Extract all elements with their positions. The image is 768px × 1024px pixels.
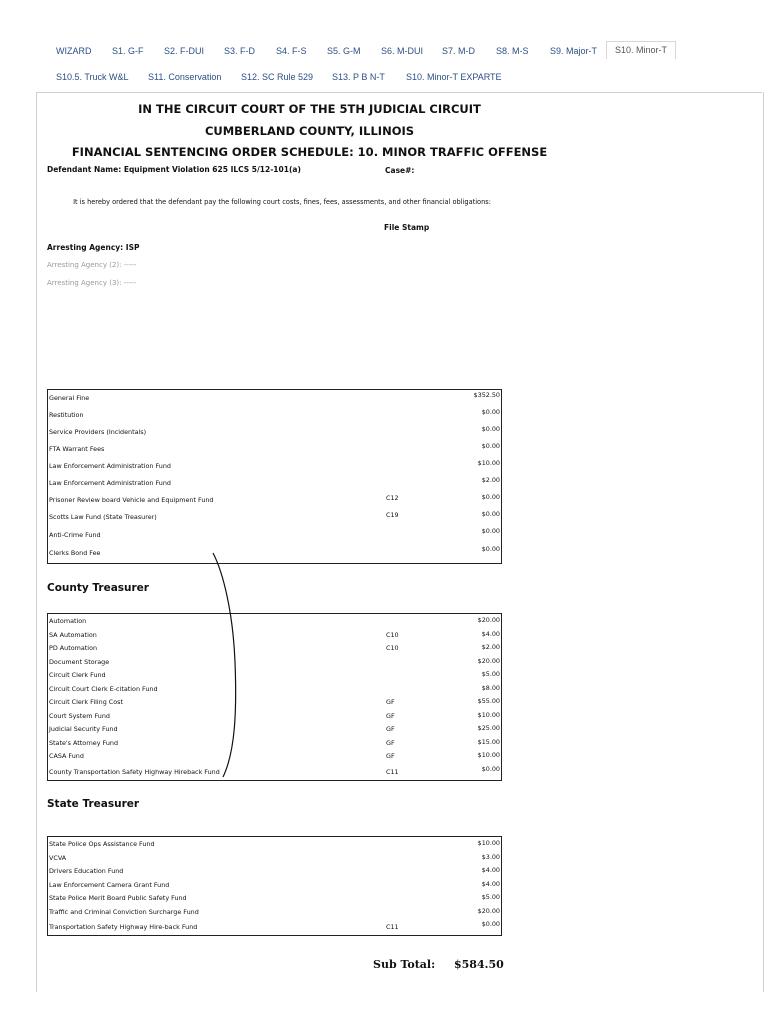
fee-amount: $0.00 xyxy=(481,425,500,433)
fee-amount: $20.00 xyxy=(477,616,500,624)
tab-s1[interactable]: S1. G-F xyxy=(112,46,144,56)
fee-name: PD Automation xyxy=(49,644,98,652)
fee-amount: $0.00 xyxy=(481,764,500,773)
fee-name: CASA Fund xyxy=(49,752,84,760)
fee-amount: $10.00 xyxy=(477,839,500,847)
defendant-name: Defendant Name: Equipment Violation 625 ILCS 5/12-101(a) xyxy=(47,165,301,174)
tab-s4[interactable]: S4. F-S xyxy=(276,46,307,56)
fee-name: Drivers Education Fund xyxy=(49,867,124,875)
fee-name: General Fine xyxy=(49,394,90,402)
fee-amount: $0.00 xyxy=(481,527,500,535)
fee-name: State Police Merit Board Public Safety Fund xyxy=(49,894,187,902)
tab-s8[interactable]: S8. M-S xyxy=(496,46,529,56)
fee-name: Anti-Crime Fund xyxy=(49,531,101,539)
fee-name: SA Automation xyxy=(49,630,97,639)
fee-name: Judicial Security Fund xyxy=(49,725,118,733)
fee-amount: $0.00 xyxy=(481,920,500,928)
fee-amount: $0.00 xyxy=(481,493,500,501)
fee-amount: $5.00 xyxy=(481,893,500,901)
fee-code: C12 xyxy=(386,494,399,502)
fee-amount: $20.00 xyxy=(477,656,500,665)
tab-s2[interactable]: S2. F-DUI xyxy=(164,46,205,56)
fee-amount: $8.00 xyxy=(481,683,500,692)
fee-name: County Transportation Safety Highway Hireback Fund xyxy=(49,767,220,776)
arresting-agency: Arresting Agency: ISP xyxy=(47,243,140,252)
order-statement: It is hereby ordered that the defendant pay the following court costs, fines, fees, assessments, and other financial obligations: xyxy=(73,198,491,206)
subtotal-label: Sub Total: xyxy=(373,958,436,971)
tab-s10-exparte[interactable]: S10. Minor-T EXPARTE xyxy=(406,72,502,82)
fee-amount: $4.00 xyxy=(481,629,500,638)
tab-wizard[interactable]: WIZARD xyxy=(56,46,92,56)
fee-name: Circuit Court Clerk E-citation Fund xyxy=(49,684,158,693)
fee-amount: $0.00 xyxy=(481,442,500,450)
case-number-label: Case#: xyxy=(385,166,415,175)
tab-s6[interactable]: S6. M-DUI xyxy=(381,46,424,56)
schedule-title: FINANCIAL SENTENCING ORDER SCHEDULE: 10. MINOR TRAFFIC OFFENSE xyxy=(71,145,548,159)
fee-amount: $0.00 xyxy=(481,408,500,416)
court-title: IN THE CIRCUIT COURT OF THE 5TH JUDICIAL CIRCUIT xyxy=(138,102,481,116)
fee-amount: $0.00 xyxy=(481,545,500,553)
county-treasurer-heading: County Treasurer xyxy=(47,582,149,594)
fee-amount: $10.00 xyxy=(477,710,500,719)
fee-amount: $2.00 xyxy=(481,476,500,484)
fee-code: GF xyxy=(386,698,395,706)
tab-s11[interactable]: S11. Conservation xyxy=(148,72,222,82)
fee-name: Scotts Law Fund (State Treasurer) xyxy=(49,513,157,521)
fee-amount: $3.00 xyxy=(481,852,500,861)
fee-name: Law Enforcement Administration Fund xyxy=(49,479,171,487)
tab-s13[interactable]: S13. P B N-T xyxy=(332,72,385,82)
arresting-agency-3: Arresting Agency (3): ----- xyxy=(47,279,137,287)
fee-amount: $4.00 xyxy=(481,866,500,874)
fee-name: VCVA xyxy=(49,853,67,862)
fee-name: Document Storage xyxy=(49,657,110,666)
fee-name: State Police Ops Assistance Fund xyxy=(49,840,155,848)
fee-name: Restitution xyxy=(49,411,84,419)
fee-code: GF xyxy=(386,725,395,733)
fee-amount: $4.00 xyxy=(481,879,500,888)
fee-name: Circuit Clerk Fund xyxy=(49,671,106,679)
fee-name: FTA Warrant Fees xyxy=(49,445,105,453)
fee-code: C10 xyxy=(386,630,399,639)
fee-name: Automation xyxy=(49,617,87,625)
order-document xyxy=(36,92,764,992)
tab-s10-5[interactable]: S10.5. Truck W&L xyxy=(56,72,129,82)
fee-amount: $10.00 xyxy=(477,459,500,467)
fee-name: Law Enforcement Camera Grant Fund xyxy=(49,880,170,889)
fee-amount: $5.00 xyxy=(481,670,500,678)
fee-amount: $55.00 xyxy=(477,697,500,705)
tab-s5[interactable]: S5. G-M xyxy=(327,46,361,56)
fee-name: State's Attorney Fund xyxy=(49,738,119,747)
tab-s7[interactable]: S7. M-D xyxy=(442,46,476,56)
fee-amount: $352.50 xyxy=(473,391,500,399)
tab-s3[interactable]: S3. F-D xyxy=(224,46,256,56)
fee-amount: $2.00 xyxy=(481,643,500,651)
fee-code: GF xyxy=(386,752,395,760)
fee-name: Court System Fund xyxy=(49,711,110,720)
fee-amount: $20.00 xyxy=(477,906,500,915)
fee-code: C11 xyxy=(386,767,399,776)
fee-amount: $10.00 xyxy=(477,751,500,759)
fee-code: GF xyxy=(386,738,395,747)
fee-code: C19 xyxy=(386,511,399,519)
subtotal-value: $584.50 xyxy=(454,958,504,971)
fee-name: Service Providers (Incidentals) xyxy=(49,428,147,436)
tab-s10[interactable]: S10. Minor-T xyxy=(606,41,676,59)
fee-amount: $25.00 xyxy=(477,724,500,732)
pen-scribble xyxy=(37,92,763,992)
arresting-agency-2: Arresting Agency (2): ----- xyxy=(47,261,137,269)
fee-name: Law Enforcement Administration Fund xyxy=(49,462,171,470)
tab-s12[interactable]: S12. SC Rule 529 xyxy=(241,72,314,82)
tab-s9[interactable]: S9. Major-T xyxy=(550,46,598,56)
fee-code: GF xyxy=(386,711,395,720)
fee-name: Transportation Safety Highway Hire-back Fund xyxy=(49,923,198,931)
fee-name: Clerks Bond Fee xyxy=(49,549,101,557)
fee-name: Circuit Clerk Filing Cost xyxy=(49,698,124,706)
fee-amount: $0.00 xyxy=(481,510,500,518)
fee-name: Traffic and Criminal Conviction Surcharge Fund xyxy=(49,907,199,916)
fee-amount: $15.00 xyxy=(477,737,500,746)
state-treasurer-heading: State Treasurer xyxy=(47,798,140,810)
county-title: CUMBERLAND COUNTY, ILLINOIS xyxy=(204,124,415,138)
fee-code: C11 xyxy=(386,923,399,931)
fee-name: Prisoner Review board Vehicle and Equipment Fund xyxy=(49,496,214,504)
file-stamp-label: File Stamp xyxy=(384,223,430,232)
fee-code: C10 xyxy=(386,644,399,652)
